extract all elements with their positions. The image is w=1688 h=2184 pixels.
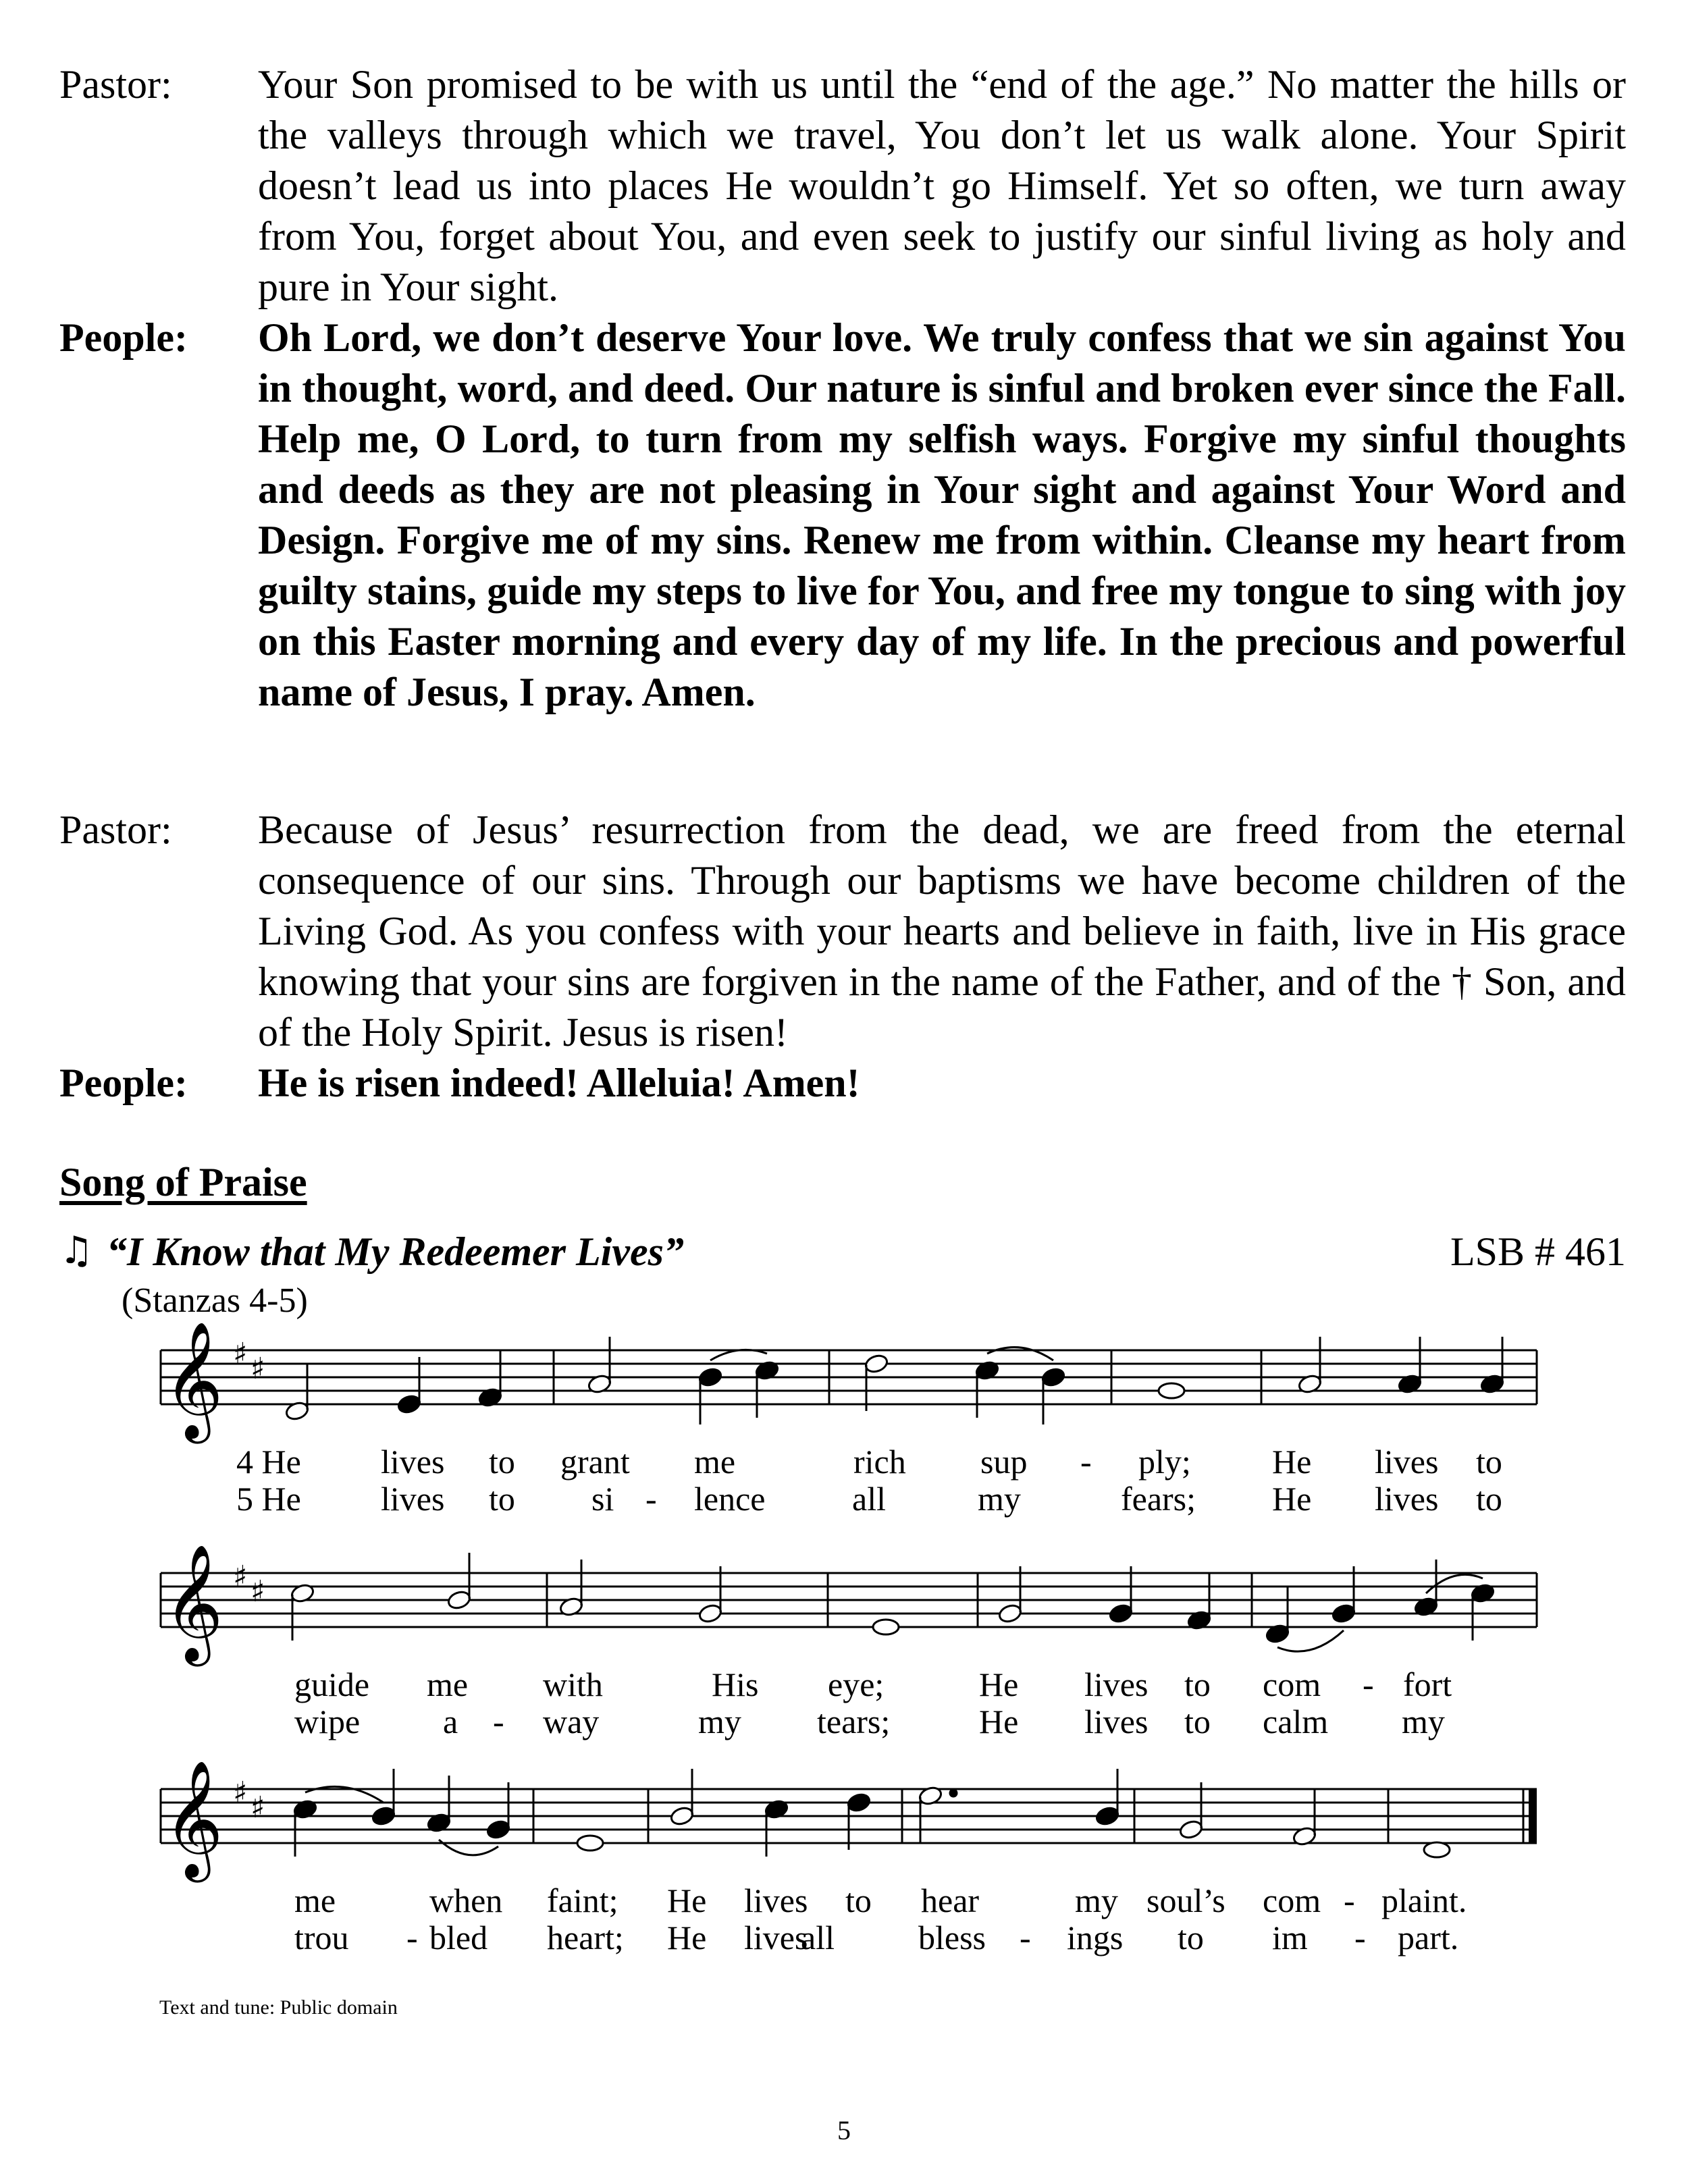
svg-text:lives: lives xyxy=(744,1882,808,1919)
treble-clef-icon: 𝄞 xyxy=(163,1321,223,1439)
svg-text:calm: calm xyxy=(1263,1703,1329,1740)
svg-text:-: - xyxy=(406,1919,418,1956)
svg-text:lence: lence xyxy=(694,1480,766,1518)
svg-text:-: - xyxy=(645,1480,657,1518)
hymn-stanzas: (Stanzas 4-5) xyxy=(122,1281,308,1320)
liturgy-block-pastor-1 xyxy=(59,59,1626,316)
svg-text:to: to xyxy=(1476,1443,1502,1481)
svg-text:fort: fort xyxy=(1403,1666,1452,1703)
staff-system-3 xyxy=(161,1760,1537,1956)
svg-text:my: my xyxy=(978,1480,1021,1518)
svg-text:He: He xyxy=(979,1666,1019,1703)
treble-clef-icon: 𝄞 xyxy=(163,1544,223,1661)
svg-text:eye;: eye; xyxy=(828,1666,885,1703)
svg-text:ply;: ply; xyxy=(1138,1443,1191,1481)
svg-text:He: He xyxy=(979,1703,1019,1740)
liturgy-block-people-1 xyxy=(59,313,1626,772)
treble-clef-icon: 𝄞 xyxy=(163,1760,223,1877)
lyrics-verse-5-system-2 xyxy=(294,1703,1445,1740)
svg-text:faint;: faint; xyxy=(547,1882,618,1919)
svg-text:to: to xyxy=(1184,1666,1211,1703)
svg-text:He: He xyxy=(667,1919,707,1956)
hymn-credit: Text and tune: Public domain xyxy=(159,1996,398,2019)
svg-text:lives: lives xyxy=(381,1443,445,1481)
svg-text:heart;: heart; xyxy=(547,1919,624,1956)
page-number: 5 xyxy=(837,2115,851,2146)
svg-text:me: me xyxy=(427,1666,469,1703)
liturgy-block-pastor-2 xyxy=(59,805,1626,1061)
liturgy-block-people-2 xyxy=(59,1058,1626,1112)
liturgy-text: He is risen indeed! Alleluia! Amen! xyxy=(258,1061,860,1105)
svg-text:si: si xyxy=(591,1480,614,1518)
lyrics-verse-5-system-3 xyxy=(294,1919,1458,1956)
speaker-label: Pastor: xyxy=(59,62,172,107)
svg-text:guide: guide xyxy=(294,1666,370,1703)
speaker-label: People: xyxy=(59,315,188,360)
svg-text:-: - xyxy=(1354,1919,1366,1956)
svg-text:lives: lives xyxy=(1375,1443,1439,1481)
hymn-notation: ♯ ♯ 𝄞 4 He lives to grant me rich sup - ply; He lives to 5 He lives to si - lence all my fears; He lives to 𝄞 guide me with His eye; He lives to com - fort wipe a - way my tears; He lives to calm my 𝄞 me when faint; He lives to hear my soul’s com - plaint. trou - bled heart; He lives all bless - ings to im - part. xyxy=(0,1323,1688,1992)
svg-text:4 He: 4 He xyxy=(236,1443,301,1481)
staff-system-1 xyxy=(161,1321,1537,1518)
svg-text:grant: grant xyxy=(560,1443,630,1481)
svg-text:lives: lives xyxy=(1084,1666,1149,1703)
hymn-title: “I Know that My Redeemer Lives” xyxy=(107,1229,684,1274)
lyrics-verse-4-system-2 xyxy=(294,1666,1452,1703)
svg-text:to: to xyxy=(489,1480,515,1518)
hymn-number: LSB # 461 xyxy=(1450,1229,1626,1274)
svg-text:bless: bless xyxy=(918,1919,986,1956)
svg-text:im: im xyxy=(1272,1919,1308,1956)
svg-text:part.: part. xyxy=(1398,1919,1459,1956)
svg-text:5 He: 5 He xyxy=(236,1480,301,1518)
svg-text:He: He xyxy=(667,1882,707,1919)
svg-text:tears;: tears; xyxy=(817,1703,891,1740)
svg-text:com: com xyxy=(1263,1666,1321,1703)
svg-text:with: with xyxy=(543,1666,603,1703)
svg-text:-: - xyxy=(1363,1666,1374,1703)
svg-text:rich: rich xyxy=(853,1443,906,1481)
svg-text:plaint.: plaint. xyxy=(1381,1882,1467,1919)
key-signature-icon xyxy=(233,1776,265,1825)
music-note-icon: ♫ xyxy=(59,1229,94,1273)
svg-text:hear: hear xyxy=(921,1882,980,1919)
svg-text:His: His xyxy=(712,1666,759,1703)
svg-text:way: way xyxy=(543,1703,600,1740)
svg-text:to: to xyxy=(1476,1480,1502,1518)
svg-text:me: me xyxy=(294,1882,336,1919)
svg-text:a: a xyxy=(443,1703,458,1740)
svg-text:bled: bled xyxy=(429,1919,488,1956)
svg-text:He: He xyxy=(1272,1480,1312,1518)
svg-text:soul’s: soul’s xyxy=(1146,1882,1225,1919)
section-title: Song of Praise xyxy=(59,1160,307,1204)
liturgy-text: Oh Lord, we don’t deserve Your love. We truly confess that we sin against You in thought, word, and deed. Our nature is sinful and broken ever since the Fall. Help me, O Lord, to turn from my selfish ways. Forgive my sinful thoughts and deeds as they are not pleasing in Your sight and against Your Word and Design. Forgive me of my sins. Renew me from within. Cleanse my heart from guilty stains, guide my steps to live for You, and free my tongue to sing with joy on this Easter morning and every day of my life. In the precious and powerful name of Jesus, I pray. Amen. xyxy=(258,315,1626,714)
svg-text:-: - xyxy=(1020,1919,1031,1956)
svg-text:ings: ings xyxy=(1067,1919,1124,1956)
svg-text:to: to xyxy=(1184,1703,1211,1740)
liturgy-text: Because of Jesus’ resurrection from the dead, we are freed from the eternal consequence of our sins. Through our baptisms we have become children of the Living God. As you confess with your hearts and believe in faith, live in His grace knowing that your sins are forgiven in the name of the Father, and of the † Son, and of the Holy Spirit. Jesus is risen! xyxy=(258,807,1626,1055)
svg-text:lives: lives xyxy=(381,1480,445,1518)
svg-text:lives: lives xyxy=(1375,1480,1439,1518)
svg-text:all: all xyxy=(852,1480,886,1518)
speaker-label: Pastor: xyxy=(59,807,172,852)
svg-text:com: com xyxy=(1263,1882,1321,1919)
svg-text:when: when xyxy=(429,1882,503,1919)
lyrics-verse-4-system-3 xyxy=(294,1882,1467,1919)
svg-text:He: He xyxy=(1272,1443,1312,1481)
svg-text:sup: sup xyxy=(980,1443,1028,1481)
svg-text:my: my xyxy=(1075,1882,1118,1919)
svg-text:my: my xyxy=(1402,1703,1445,1740)
speaker-label: People: xyxy=(59,1061,188,1105)
key-signature-icon xyxy=(233,1337,265,1386)
lyrics-verse-4-system-1 xyxy=(236,1443,1502,1481)
key-signature-icon xyxy=(233,1560,265,1609)
svg-text:my: my xyxy=(698,1703,741,1740)
svg-text:to: to xyxy=(845,1882,872,1919)
lyrics-verse-5-system-1 xyxy=(236,1480,1502,1518)
svg-text:fears;: fears; xyxy=(1121,1480,1196,1518)
hymn-header xyxy=(59,1229,1626,1283)
svg-text:-: - xyxy=(1344,1882,1355,1919)
staff-system-2 xyxy=(161,1544,1537,1740)
svg-text:lives: lives xyxy=(744,1919,808,1956)
svg-text:all: all xyxy=(801,1919,835,1956)
svg-text:lives: lives xyxy=(1084,1703,1149,1740)
svg-text:to: to xyxy=(1178,1919,1204,1956)
svg-text:me: me xyxy=(694,1443,736,1481)
liturgy-text: Your Son promised to be with us until the “end of the age.” No matter the hills or the valleys through which we travel, You don’t let us walk alone. Your Spirit doesn’t lead us into places He wouldn’t go Himself. Yet so often, we turn away from You, forget about You, and even seek to justify our sinful living as holy and pure in Your sight. xyxy=(258,62,1626,309)
svg-text:to: to xyxy=(489,1443,515,1481)
svg-text:-: - xyxy=(1080,1443,1092,1481)
svg-text:-: - xyxy=(493,1703,504,1740)
svg-text:wipe: wipe xyxy=(294,1703,361,1740)
svg-text:trou: trou xyxy=(294,1919,349,1956)
